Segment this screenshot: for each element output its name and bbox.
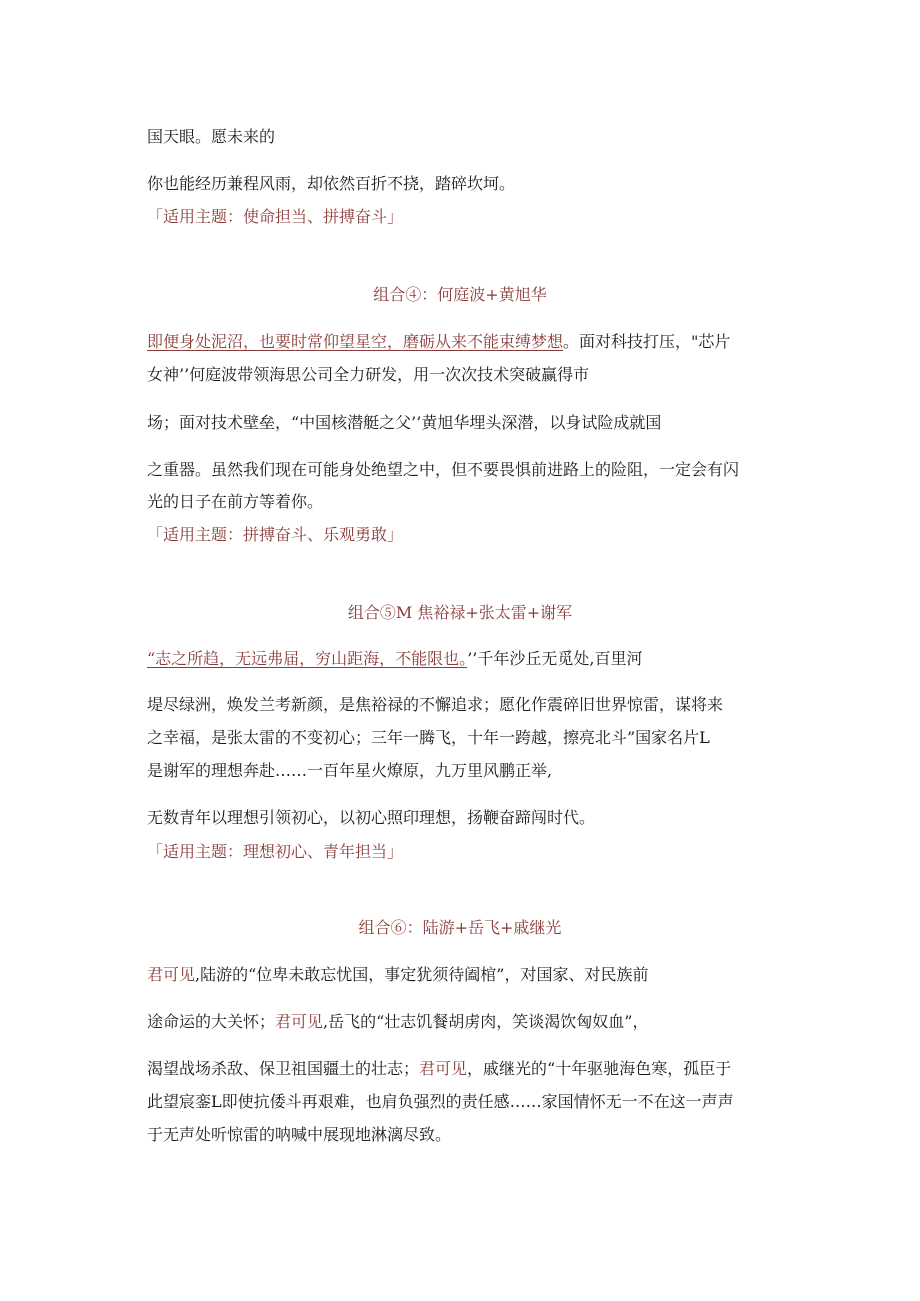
paragraph-line: 之重器。虽然我们现在可能身处绝望之中，但不要畏惧前进路上的险阻，一定会有闪 — [147, 460, 740, 479]
paragraph-line: 光的日子在前方等着你。 — [147, 492, 324, 511]
quote-highlight: 即便身处泥沼，也要时常仰望星空，磨砺从来不能束缚梦想 — [147, 332, 564, 351]
paragraph-line: 你也能经历兼程风雨，却依然百折不挠，踏碎坎坷。 — [147, 174, 516, 193]
line-text: ,岳飞的“壮志饥餐胡虏肉，笑谈渴饮匈奴血”， — [323, 1012, 649, 1031]
line-text: ’’千年沙丘无觅处,百里河 — [467, 649, 643, 668]
paragraph-line: 之幸福，是张太雷的不变初心；三年一腾飞，十年一跨越，擦亮北斗”国家名片L — [147, 728, 710, 747]
section-heading: 组合④：何庭波+黄旭华 — [373, 285, 547, 304]
paragraph-line — [147, 1058, 731, 1080]
paragraph-line: 无数青年以理想引领初心，以初心照印理想，扬鞭奋蹄闯时代。 — [147, 808, 596, 827]
line-text: 渴望战场杀敌、保卫祖国疆土的壮志； — [147, 1059, 420, 1078]
theme-tag: 「适用主题：拼搏奋斗、乐观勇敢」 — [147, 525, 404, 544]
line-text: ,陆游的“位卑未敢忘忧国，事定犹须待阖棺”，对国家、对民族前 — [195, 965, 649, 984]
paragraph-line: 堤尽绿洲，焕发兰考新颜，是焦裕禄的不懈追求；愿化作震碎旧世界惊雷，谋将来 — [147, 695, 724, 714]
emphasis-mark: 君可见 — [147, 965, 196, 984]
theme-tag: 「适用主题：使命担当、拼搏奋斗」 — [147, 207, 404, 226]
paragraph-line: 于无声处听惊雷的呐喊中展现地淋漓尽致。 — [147, 1125, 452, 1144]
paragraph-line: 此望宸銮L即使抗倭斗再艰难，也肩负强烈的责任感……家国情怀无一不在这一声声 — [147, 1092, 734, 1111]
paragraph-line — [147, 964, 648, 986]
line-text: 。面对科技打压，"芯片 — [563, 332, 731, 351]
paragraph-line — [147, 648, 642, 670]
line-text: 途命运的大关怀； — [147, 1012, 276, 1031]
paragraph-line: 女神’’何庭波带领海思公司全力研发，用一次次技术突破赢得市 — [147, 365, 590, 384]
quote-highlight: “志之所趋，无远弗届，穷山距海，不能限也。 — [147, 649, 468, 668]
line-text: ，戚继光的“十年驱驰海色寒，孤臣于 — [467, 1059, 732, 1078]
paragraph-line: 场；面对技术壁垒，“中国核潜艇之父’’黄旭华埋头深潜，以身试险成就国 — [147, 413, 662, 432]
section-heading: 组合⑥：陆游+岳飞+戚继光 — [358, 918, 562, 937]
section-heading: 组合⑤M 焦裕禄+张太雷+谢军 — [347, 603, 573, 622]
paragraph-line — [147, 331, 730, 353]
theme-tag: 「适用主题：理想初心、青年担当」 — [147, 842, 404, 861]
paragraph-line: 是谢军的理想奔赴……一百年星火燎原，九万里风鹏正举, — [147, 761, 553, 780]
emphasis-mark: 君可见 — [275, 1012, 324, 1031]
emphasis-mark: 君可见 — [419, 1059, 468, 1078]
paragraph-line: 国天眼。愿未来的 — [147, 127, 276, 146]
paragraph-line — [147, 1011, 648, 1033]
